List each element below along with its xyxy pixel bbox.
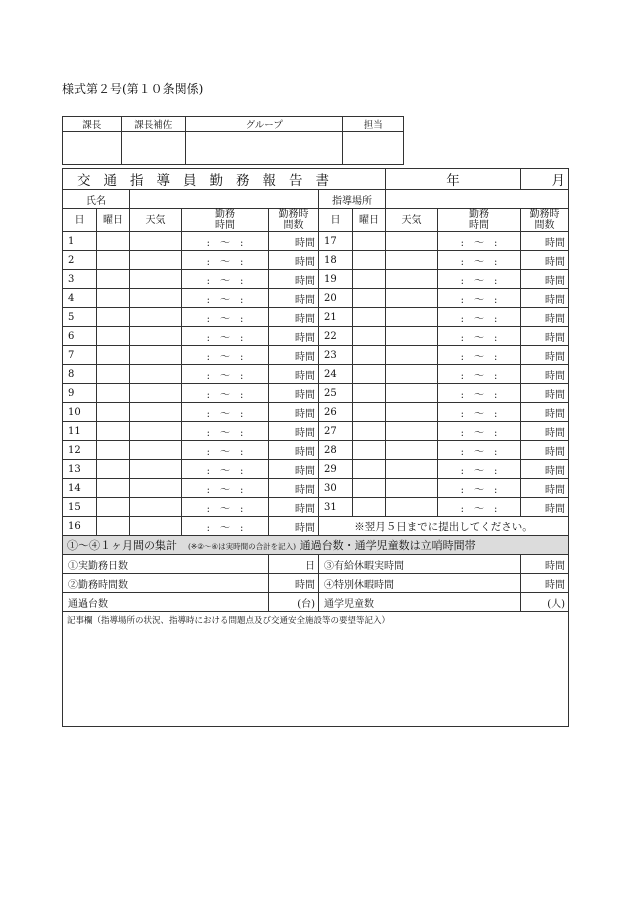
work-time-field[interactable]: : 〜 :: [438, 327, 521, 346]
work-hours-field[interactable]: 時間: [521, 251, 569, 270]
weekday-field[interactable]: [353, 441, 386, 460]
summary-header: [63, 536, 569, 555]
memo-area[interactable]: [63, 612, 569, 727]
weekday-field[interactable]: [97, 251, 130, 270]
work-time-field[interactable]: : 〜 :: [182, 422, 269, 441]
table-row: [63, 517, 569, 536]
day-number: 16: [63, 517, 97, 536]
table-row: [63, 327, 569, 346]
stamp-box-group[interactable]: [185, 132, 343, 165]
day-number: 7: [63, 346, 97, 365]
work-hours-field[interactable]: 時間: [269, 479, 319, 498]
work-time-field[interactable]: : 〜 :: [438, 232, 521, 251]
weekday-field[interactable]: [97, 498, 130, 517]
day-number: 18: [319, 251, 353, 270]
work-time-field[interactable]: : 〜 :: [182, 479, 269, 498]
weekday-field[interactable]: [97, 232, 130, 251]
memo-label: 記事欄（指導場所の状況、指導時における問題点及び交通安全施設等の要望等記入）: [67, 616, 391, 626]
weekday-field[interactable]: [97, 403, 130, 422]
weather-field[interactable]: [130, 403, 182, 422]
summary-children-unit[interactable]: (人): [521, 593, 569, 612]
weather-field[interactable]: [130, 327, 182, 346]
day-number: 6: [63, 327, 97, 346]
work-time-field[interactable]: : 〜 :: [182, 441, 269, 460]
work-time-field[interactable]: : 〜 :: [438, 289, 521, 308]
table-row: [63, 251, 569, 270]
weekday-field[interactable]: [97, 289, 130, 308]
work-time-field[interactable]: : 〜 :: [438, 479, 521, 498]
weather-field[interactable]: [130, 441, 182, 460]
weekday-field[interactable]: [353, 327, 386, 346]
work-hours-field[interactable]: 時間: [269, 384, 319, 403]
table-row: [63, 460, 569, 479]
day-number: 31: [319, 498, 353, 517]
weekday-field[interactable]: [353, 384, 386, 403]
work-hours-field[interactable]: 時間: [521, 422, 569, 441]
work-time-field[interactable]: : 〜 :: [438, 403, 521, 422]
weather-field[interactable]: [386, 403, 438, 422]
summary-actual_days-label: ①実勤務日数: [63, 555, 269, 574]
day-number: 26: [319, 403, 353, 422]
form-number-label: 様式第２号(第１０条関係): [62, 82, 204, 96]
col-header-day: 日: [63, 209, 97, 232]
work-time-field[interactable]: : 〜 :: [438, 422, 521, 441]
place-field[interactable]: [386, 190, 569, 209]
stamp-box-section-chief[interactable]: [63, 132, 122, 165]
day-number: 8: [63, 365, 97, 384]
col-header-work-time: [438, 209, 521, 232]
weekday-field[interactable]: [353, 346, 386, 365]
approval-header-deputy-chief: 課長補佐: [121, 117, 185, 132]
col-header-work-hours: [521, 209, 569, 232]
work-hours-field[interactable]: 時間: [269, 517, 319, 536]
day-number: 4: [63, 289, 97, 308]
work-hours-field[interactable]: 時間: [521, 460, 569, 479]
weekday-field[interactable]: [353, 270, 386, 289]
weekday-field[interactable]: [97, 270, 130, 289]
weekday-field[interactable]: [353, 251, 386, 270]
day-number: 10: [63, 403, 97, 422]
work-hours-field[interactable]: 時間: [269, 460, 319, 479]
work-hours-field[interactable]: 時間: [269, 232, 319, 251]
year-field[interactable]: 年: [386, 169, 521, 190]
weather-field[interactable]: [386, 365, 438, 384]
col-header-work-hours-text: 勤務時間数: [278, 209, 309, 231]
day-number: 20: [319, 289, 353, 308]
weather-field[interactable]: [130, 365, 182, 384]
day-number: 30: [319, 479, 353, 498]
weekday-field[interactable]: [353, 232, 386, 251]
approval-header-section-chief: 課長: [63, 117, 122, 132]
work-hours-field[interactable]: 時間: [521, 365, 569, 384]
day-number: 22: [319, 327, 353, 346]
work-hours-field[interactable]: 時間: [521, 327, 569, 346]
weather-field[interactable]: [130, 384, 182, 403]
stamp-box-deputy-chief[interactable]: [121, 132, 185, 165]
weekday-field[interactable]: [97, 384, 130, 403]
work-time-field[interactable]: : 〜 :: [438, 498, 521, 517]
col-header-weather: 天気: [130, 209, 182, 232]
work-hours-field[interactable]: 時間: [521, 289, 569, 308]
weekday-field[interactable]: [353, 479, 386, 498]
col-header-work-hours: [269, 209, 319, 232]
weekday-field[interactable]: [353, 403, 386, 422]
col-header-weather: 天気: [386, 209, 438, 232]
weekday-field[interactable]: [353, 365, 386, 384]
approval-header-staff: 担当: [343, 117, 404, 132]
work-time-field[interactable]: : 〜 :: [182, 232, 269, 251]
table-row: [63, 270, 569, 289]
weather-field[interactable]: [130, 479, 182, 498]
work-time-field[interactable]: : 〜 :: [182, 346, 269, 365]
work-time-field[interactable]: : 〜 :: [438, 346, 521, 365]
weather-field[interactable]: [130, 232, 182, 251]
summary-title: ①〜④１ヶ月間の集計: [67, 539, 177, 552]
day-number: 23: [319, 346, 353, 365]
summary-note: (※②〜④は実時間の合計を記入): [188, 542, 297, 551]
col-header-weekday: 曜日: [353, 209, 386, 232]
col-header-day: 日: [319, 209, 353, 232]
weekday-field[interactable]: [97, 422, 130, 441]
table-row: [63, 498, 569, 517]
weather-field[interactable]: [386, 232, 438, 251]
work-hours-field[interactable]: 時間: [269, 346, 319, 365]
work-hours-field[interactable]: 時間: [521, 270, 569, 289]
work-report-table: [62, 168, 569, 727]
work-time-field[interactable]: : 〜 :: [182, 403, 269, 422]
day-number: 24: [319, 365, 353, 384]
col-header-weekday: 曜日: [97, 209, 130, 232]
weekday-field[interactable]: [97, 460, 130, 479]
day-number: 9: [63, 384, 97, 403]
month-field[interactable]: 月: [521, 169, 569, 190]
work-time-field[interactable]: : 〜 :: [182, 365, 269, 384]
weekday-field[interactable]: [97, 308, 130, 327]
day-number: 25: [319, 384, 353, 403]
summary-special_leave-unit[interactable]: 時間: [521, 574, 569, 593]
work-time-field[interactable]: : 〜 :: [182, 270, 269, 289]
weather-field[interactable]: [130, 289, 182, 308]
table-row: [63, 365, 569, 384]
weather-field[interactable]: [386, 251, 438, 270]
work-hours-field[interactable]: 時間: [521, 479, 569, 498]
weather-field[interactable]: [386, 498, 438, 517]
weekday-field[interactable]: [97, 346, 130, 365]
summary-work_hours_total-label: ②勤務時間数: [63, 574, 269, 593]
weekday-field[interactable]: [353, 308, 386, 327]
day-number: 27: [319, 422, 353, 441]
work-time-field[interactable]: : 〜 :: [438, 251, 521, 270]
summary-paid_leave-unit[interactable]: 時間: [521, 555, 569, 574]
day-number: 28: [319, 441, 353, 460]
work-hours-field[interactable]: 時間: [521, 232, 569, 251]
work-time-field[interactable]: : 〜 :: [182, 327, 269, 346]
work-time-field[interactable]: : 〜 :: [438, 460, 521, 479]
summary-title-2: 通過台数・通学児童数は立哨時間帯: [299, 539, 476, 552]
summary-paid_leave-label: ③有給休暇実時間: [319, 555, 521, 574]
day-number: 13: [63, 460, 97, 479]
name-label: 氏名: [63, 190, 130, 209]
day-number: 14: [63, 479, 97, 498]
work-hours-field[interactable]: 時間: [269, 327, 319, 346]
weekday-field[interactable]: [97, 441, 130, 460]
weekday-field[interactable]: [97, 479, 130, 498]
work-time-field[interactable]: : 〜 :: [182, 460, 269, 479]
weekday-field[interactable]: [97, 365, 130, 384]
day-number: 15: [63, 498, 97, 517]
work-hours-field[interactable]: 時間: [269, 441, 319, 460]
weekday-field[interactable]: [353, 289, 386, 308]
weekday-field[interactable]: [353, 422, 386, 441]
weather-field[interactable]: [386, 308, 438, 327]
weather-field[interactable]: [130, 422, 182, 441]
work-hours-field[interactable]: 時間: [269, 289, 319, 308]
table-row: [63, 384, 569, 403]
col-header-work-time-text: 勤務時間: [469, 209, 489, 231]
day-number: 1: [63, 232, 97, 251]
summary-vehicles-unit[interactable]: (台): [269, 593, 319, 612]
summary-special_leave-label: ④特別休暇時間: [319, 574, 521, 593]
report-title: 交通指導員勤務報告書: [63, 169, 386, 190]
weather-field[interactable]: [386, 384, 438, 403]
weather-field[interactable]: [386, 479, 438, 498]
work-hours-field[interactable]: 時間: [521, 308, 569, 327]
weather-field[interactable]: [386, 460, 438, 479]
weather-field[interactable]: [130, 460, 182, 479]
table-row: [63, 441, 569, 460]
table-row: [63, 479, 569, 498]
weather-field[interactable]: [130, 517, 182, 536]
work-hours-field[interactable]: 時間: [521, 384, 569, 403]
table-row: [63, 232, 569, 251]
weather-field[interactable]: [386, 422, 438, 441]
day-number: 29: [319, 460, 353, 479]
work-time-field[interactable]: : 〜 :: [182, 251, 269, 270]
day-number: 12: [63, 441, 97, 460]
work-time-field[interactable]: : 〜 :: [182, 517, 269, 536]
work-time-field[interactable]: : 〜 :: [438, 270, 521, 289]
day-number: 5: [63, 308, 97, 327]
table-row: [63, 346, 569, 365]
weather-field[interactable]: [386, 441, 438, 460]
work-hours-field[interactable]: 時間: [269, 270, 319, 289]
name-field[interactable]: [130, 190, 319, 209]
work-time-field[interactable]: : 〜 :: [182, 498, 269, 517]
weather-field[interactable]: [130, 308, 182, 327]
day-number: 3: [63, 270, 97, 289]
day-number: 2: [63, 251, 97, 270]
col-header-work-time: [182, 209, 269, 232]
table-row: [63, 308, 569, 327]
work-time-field[interactable]: : 〜 :: [438, 365, 521, 384]
weekday-field[interactable]: [353, 460, 386, 479]
day-number: 17: [319, 232, 353, 251]
weather-field[interactable]: [386, 289, 438, 308]
work-hours-field[interactable]: 時間: [521, 498, 569, 517]
approval-stamp-table: [62, 116, 404, 165]
weather-field[interactable]: [386, 270, 438, 289]
work-time-field[interactable]: : 〜 :: [182, 308, 269, 327]
work-time-field[interactable]: : 〜 :: [438, 441, 521, 460]
weather-field[interactable]: [130, 498, 182, 517]
table-row: [63, 289, 569, 308]
col-header-work-time-text: 勤務時間: [215, 209, 235, 231]
work-time-field[interactable]: : 〜 :: [182, 384, 269, 403]
weekday-field[interactable]: [353, 498, 386, 517]
work-hours-field[interactable]: 時間: [269, 422, 319, 441]
work-hours-field[interactable]: 時間: [269, 403, 319, 422]
day-number: 21: [319, 308, 353, 327]
summary-vehicles-label: 通過台数: [63, 593, 269, 612]
summary-actual_days-unit[interactable]: 日: [269, 555, 319, 574]
day-number: 11: [63, 422, 97, 441]
weather-field[interactable]: [130, 251, 182, 270]
summary-work_hours_total-unit[interactable]: 時間: [269, 574, 319, 593]
weather-field[interactable]: [130, 346, 182, 365]
weather-field[interactable]: [386, 327, 438, 346]
col-header-work-hours-text: 勤務時間数: [529, 209, 560, 231]
weekday-field[interactable]: [97, 517, 130, 536]
summary-children-label: 通学児童数: [319, 593, 521, 612]
work-time-field[interactable]: : 〜 :: [182, 289, 269, 308]
approval-header-group: グループ: [185, 117, 343, 132]
work-time-field[interactable]: : 〜 :: [438, 384, 521, 403]
work-hours-field[interactable]: 時間: [269, 498, 319, 517]
table-row: [63, 422, 569, 441]
submission-notice: ※翌月５日までに提出してください。: [319, 517, 569, 536]
work-hours-field[interactable]: 時間: [521, 441, 569, 460]
weekday-field[interactable]: [97, 327, 130, 346]
work-hours-field[interactable]: 時間: [269, 308, 319, 327]
table-row: [63, 403, 569, 422]
weather-field[interactable]: [130, 270, 182, 289]
weather-field[interactable]: [386, 346, 438, 365]
work-time-field[interactable]: : 〜 :: [438, 308, 521, 327]
work-hours-field[interactable]: 時間: [521, 403, 569, 422]
work-hours-field[interactable]: 時間: [521, 346, 569, 365]
place-label: 指導場所: [319, 190, 386, 209]
work-hours-field[interactable]: 時間: [269, 365, 319, 384]
work-hours-field[interactable]: 時間: [269, 251, 319, 270]
day-number: 19: [319, 270, 353, 289]
stamp-box-staff[interactable]: [343, 132, 404, 165]
